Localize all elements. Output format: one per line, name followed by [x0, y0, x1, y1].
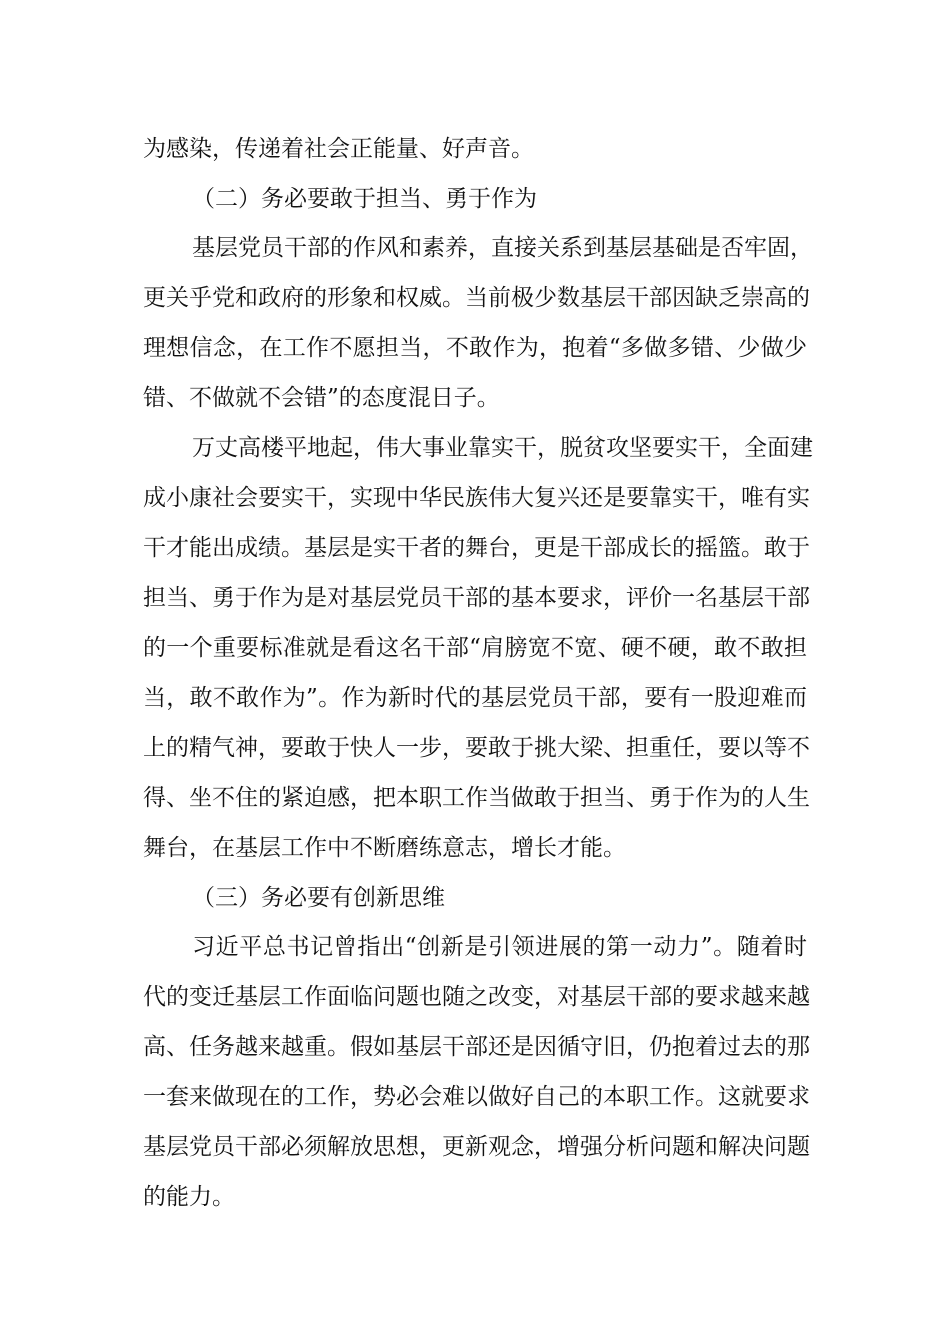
paragraph-line: 为感染，传递着社会正能量、好声音。 [143, 136, 534, 162]
paragraph-line: 习近平总书记曾指出“创新是引领进展的第一动力”。随着时 [192, 934, 807, 960]
paragraph-line: 干才能出成绩。基层是实干者的舞台，更是干部成长的摇篮。敢于 [143, 535, 810, 561]
paragraph-line: 成小康社会要实干，实现中华民族伟大复兴还是要靠实干，唯有实 [143, 485, 810, 511]
paragraph-line: 舞台，在基层工作中不断磨练意志，增长才能。 [143, 835, 626, 861]
paragraph-line: 理想信念，在工作不愿担当，不敢作为，抱着“多做多错、少做少 [143, 335, 807, 361]
paragraph-line: 上的精气神，要敢于快人一步，要敢于挑大梁、担重任，要以等不 [143, 735, 810, 761]
paragraph-line: 代的变迁基层工作面临问题也随之改变，对基层干部的要求越来越 [143, 984, 810, 1010]
paragraph-line: 担当、勇于作为是对基层党员干部的基本要求，评价一名基层干部 [143, 585, 810, 611]
section-heading-2: （二）务必要敢于担当、勇于作为 [192, 186, 537, 212]
paragraph-line: 一套来做现在的工作，势必会难以做好自己的本职工作。这就要求 [143, 1084, 810, 1110]
section-heading-3: （三）务必要有创新思维 [192, 885, 445, 911]
paragraph-line: 当，敢不敢作为”。作为新时代的基层党员干部，要有一股迎难而 [143, 685, 807, 711]
paragraph-line: 万丈高楼平地起，伟大事业靠实干，脱贫攻坚要实干，全面建 [192, 435, 813, 461]
paragraph-line: 错、不做就不会错”的态度混日子。 [143, 385, 500, 411]
paragraph-line: 得、坐不住的紧迫感，把本职工作当做敢于担当、勇于作为的人生 [143, 785, 810, 811]
paragraph-line: 的一个重要标准就是看这名干部“肩膀宽不宽、硬不硬，敢不敢担 [143, 635, 807, 661]
paragraph-line: 基层党员干部必须解放思想，更新观念，增强分析问题和解决问题 [143, 1134, 810, 1160]
paragraph-line: 高、任务越来越重。假如基层干部还是因循守旧，仍抱着过去的那 [143, 1034, 810, 1060]
paragraph-line: 更关乎党和政府的形象和权威。当前极少数基层干部因缺乏崇高的 [143, 285, 810, 311]
paragraph-line: 基层党员干部的作风和素养，直接关系到基层基础是否牢固， [192, 235, 813, 261]
paragraph-line: 的能力。 [143, 1184, 235, 1210]
